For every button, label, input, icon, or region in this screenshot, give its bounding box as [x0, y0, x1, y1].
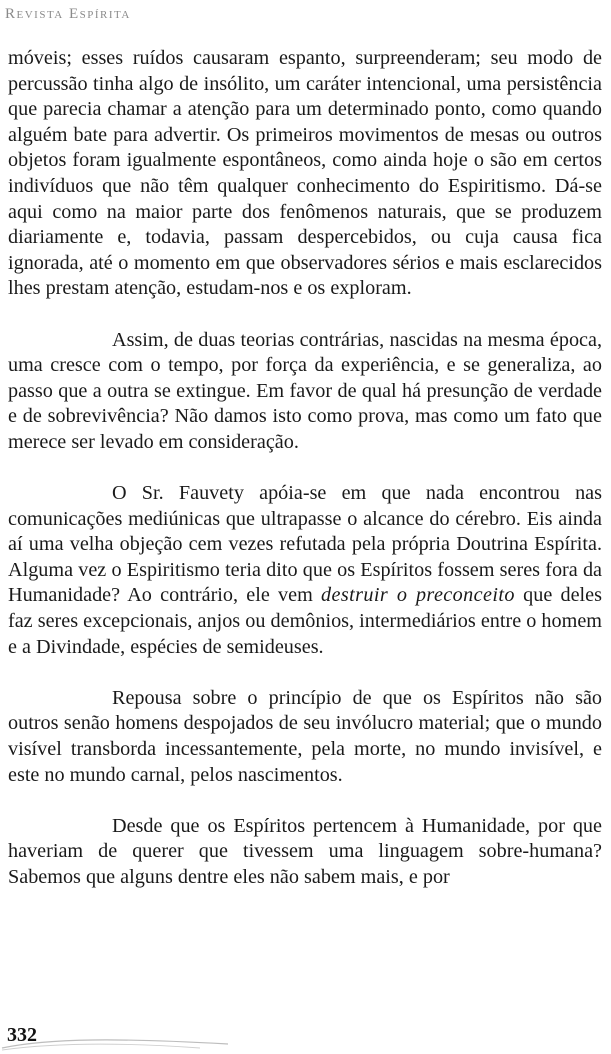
- paragraph-5: Desde que os Espíritos pertencem à Humanidade, por que haveriam de querer que tivessem uma linguagem sobre-humana? Sabemos que alguns dentre eles não sabem mais, e por: [8, 814, 602, 888]
- paragraph-3-text-end: que deles faz seres excepcionais, anjos ou demônios, intermediários entre o homem e a Divindade, espécies de semideuses.: [8, 584, 602, 658]
- page-number: 332: [7, 1024, 37, 1046]
- running-header: Revista Espírita: [5, 6, 131, 22]
- paragraph-2: Assim, de duas teorias contrárias, nascidas na mesma época, uma cresce com o tempo, por força da experiência, e se generaliza, ao passo que a outra se extingue. Em favor de qual há presunção de verdade e de sobrevivência? Não damos isto como prova, mas como um fato que merece ser levado em consideração.: [8, 328, 602, 453]
- emphasis-text: destruir o preconceito: [321, 584, 515, 607]
- paragraph-3-text-start: O Sr. Fauvety apóia-se em que nada encontrou nas comunicações mediúnicas que ultrapasse o alcance do cérebro. Eis ainda aí uma velha objeção cem vezes refutada pela própria Doutrina Espírita. Alguma vez o Espiritismo teria dito que os Espíritos fossem seres fora da Humanidade? Ao contrário, ele vem: [8, 482, 602, 607]
- paragraph-4: Repousa sobre o princípio de que os Espíritos não são outros senão homens despojados de seu invólucro material; que o mundo visível transborda incessantemente, pela morte, no mundo invisível, e este no mundo carnal, pelos nascimentos.: [8, 686, 602, 786]
- footer-swoosh-ornament: [0, 1034, 230, 1054]
- body-text: [8, 46, 602, 891]
- paragraph-1: móveis; esses ruídos causaram espanto, surpreenderam; seu modo de percussão tinha algo de insólito, um caráter intencional, uma persistência que parecia chamar a atenção para um determinado ponto, como quando alguém bate para advertir. Os primeiros movimentos de mesas ou outros objetos foram igualmente espontâneos, como ainda hoje o são em certos indivíduos que não têm qualquer conhecimento do Espiritismo. Dá-se aqui como na maior parte dos fenômenos naturais, que se produzem diariamente e, todavia, passam despercebidos, ou cuja causa fica ignorada, até o momento em que observadores sérios e mais esclarecidos lhes prestam atenção, estudam-nos e os exploram.: [8, 47, 602, 300]
- paragraph-3: [8, 481, 602, 660]
